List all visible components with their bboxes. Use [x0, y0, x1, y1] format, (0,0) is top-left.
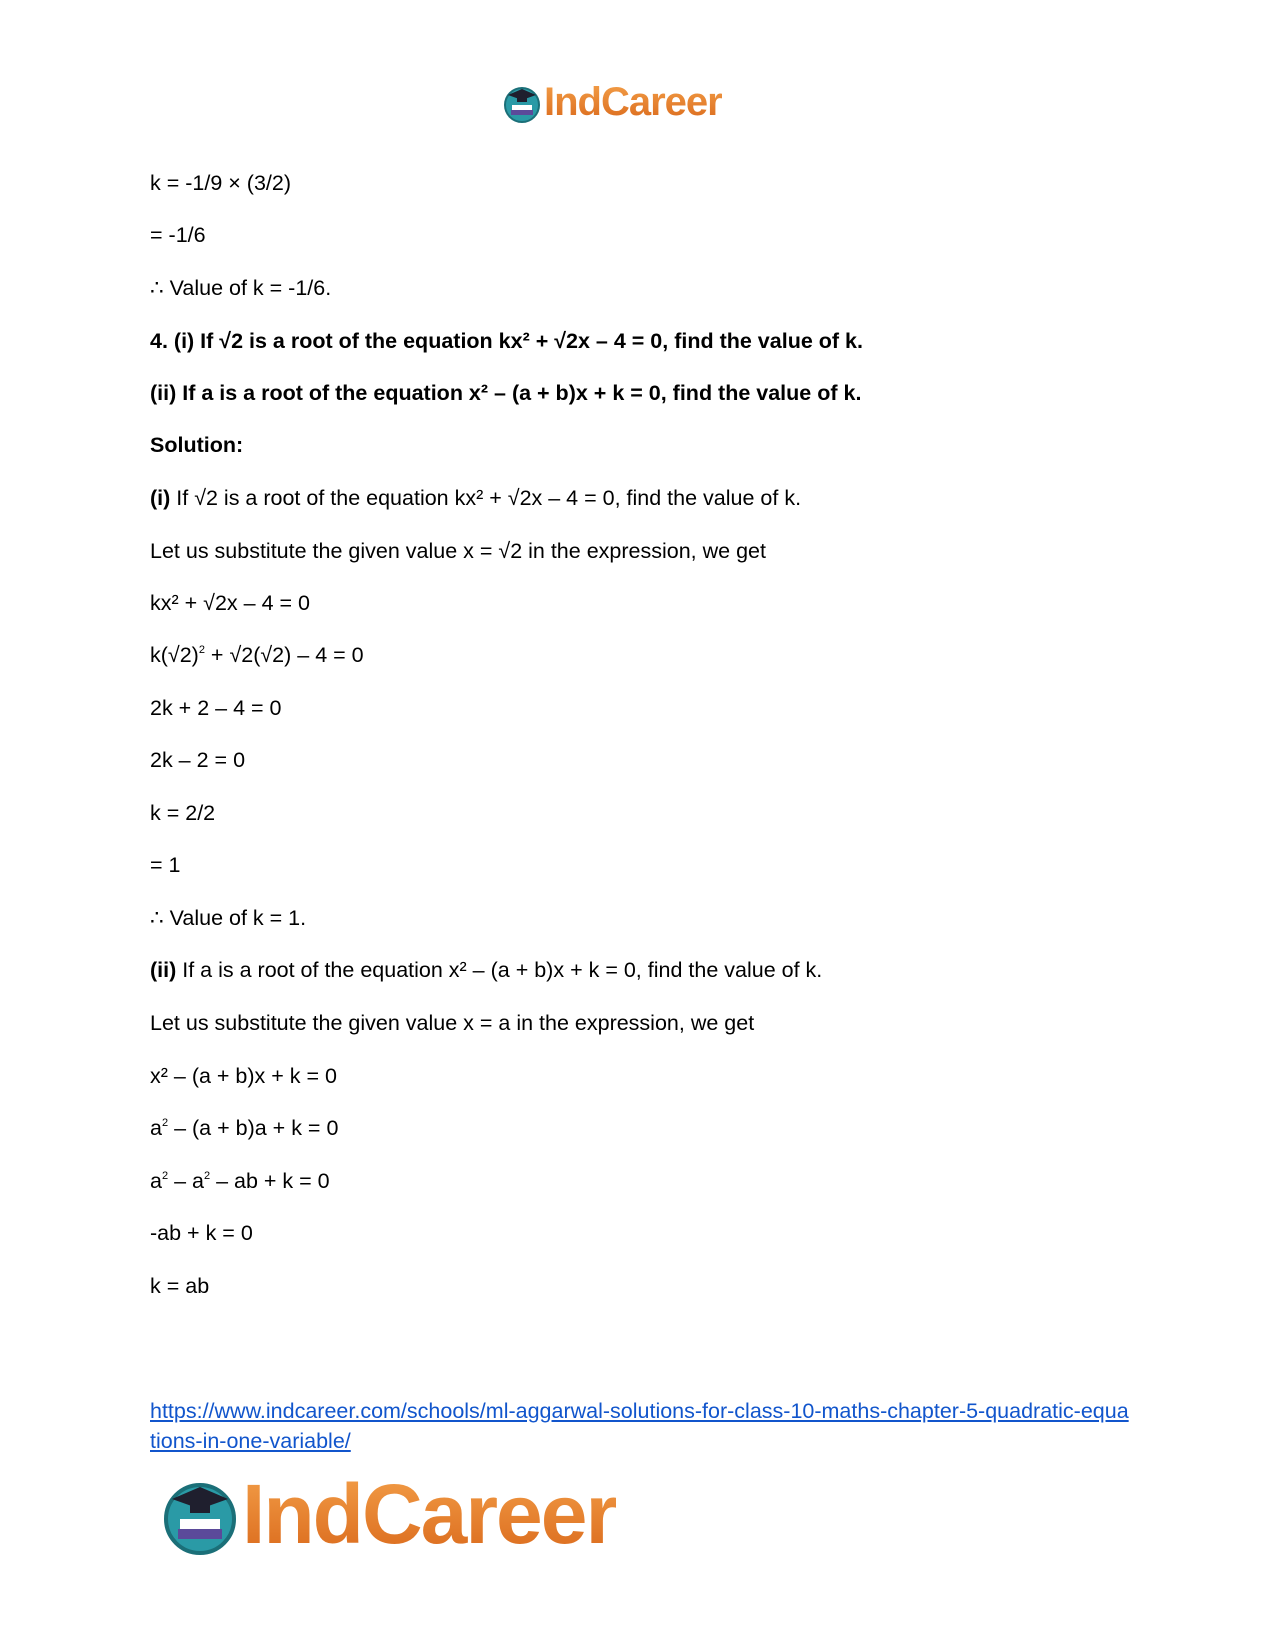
equation-part: a: [150, 1116, 162, 1140]
superscript: 2: [198, 644, 205, 656]
part-label: (i): [150, 486, 171, 510]
equation-line: k = 2/2: [150, 801, 216, 825]
indcareer-logo-bottom: [160, 1466, 616, 1563]
equation-line: [150, 1168, 330, 1194]
equation-part: a: [150, 1169, 162, 1193]
equation-line: 2k + 2 – 4 = 0: [150, 696, 282, 720]
equation-part: – (a + b)a + k = 0: [168, 1116, 339, 1140]
part-statement: [150, 485, 801, 511]
question-heading: (ii) If a is a root of the equation x² – (a + b)x + k = 0, find the value of k.: [150, 381, 862, 405]
text-line: = -1/6: [150, 223, 206, 247]
superscript: 2: [161, 1170, 169, 1182]
equation-part: – a: [168, 1169, 204, 1193]
equation-part: + √2(√2) – 4 = 0: [204, 643, 364, 667]
equation-line: [150, 642, 364, 668]
text-line: Let us substitute the given value x = √2 in the expression, we get: [150, 539, 766, 563]
superscript: 2: [203, 1170, 211, 1182]
text-line: ∴ Value of k = -1/6.: [150, 276, 332, 300]
equation-line: [150, 1115, 338, 1141]
question-heading: 4. (i) If √2 is a root of the equation kx² + √2x – 4 = 0, find the value of k.: [150, 329, 863, 353]
part-text: If a is a root of the equation x² – (a + b)x + k = 0, find the value of k.: [176, 958, 823, 982]
solution-heading: Solution:: [150, 433, 244, 457]
equation-line: 2k – 2 = 0: [150, 748, 246, 772]
source-url-link[interactable]: https://www.indcareer.com/schools/ml-aggarwal-solutions-for-class-10-maths-chapter-5-quadratic-equations-in-one-variable/: [150, 1399, 1129, 1453]
equation-line: x² – (a + b)x + k = 0: [150, 1064, 338, 1088]
indcareer-logo-top: [502, 80, 722, 125]
globe-cap-icon: [160, 1475, 240, 1555]
text-line: k = -1/9 × (3/2): [150, 171, 292, 195]
part-text: If √2 is a root of the equation kx² + √2x – 4 = 0, find the value of k.: [170, 486, 802, 510]
superscript: 2: [161, 1117, 169, 1129]
globe-cap-icon: [502, 83, 542, 123]
equation-line: k = ab: [150, 1274, 210, 1298]
part-statement: [150, 957, 822, 983]
equation-line: -ab + k = 0: [150, 1221, 253, 1245]
part-label: (ii): [150, 958, 177, 982]
logo-wordmark: IndCareer: [242, 1467, 617, 1561]
equation-part: k(√2): [150, 643, 199, 667]
equation-part: – ab + k = 0: [210, 1169, 330, 1193]
equation-line: = 1: [150, 853, 181, 877]
text-line: ∴ Value of k = 1.: [150, 906, 307, 930]
text-line: Let us substitute the given value x = a in the expression, we get: [150, 1011, 755, 1035]
logo-wordmark: IndCareer: [544, 80, 722, 124]
equation-line: kx² + √2x – 4 = 0: [150, 591, 310, 615]
